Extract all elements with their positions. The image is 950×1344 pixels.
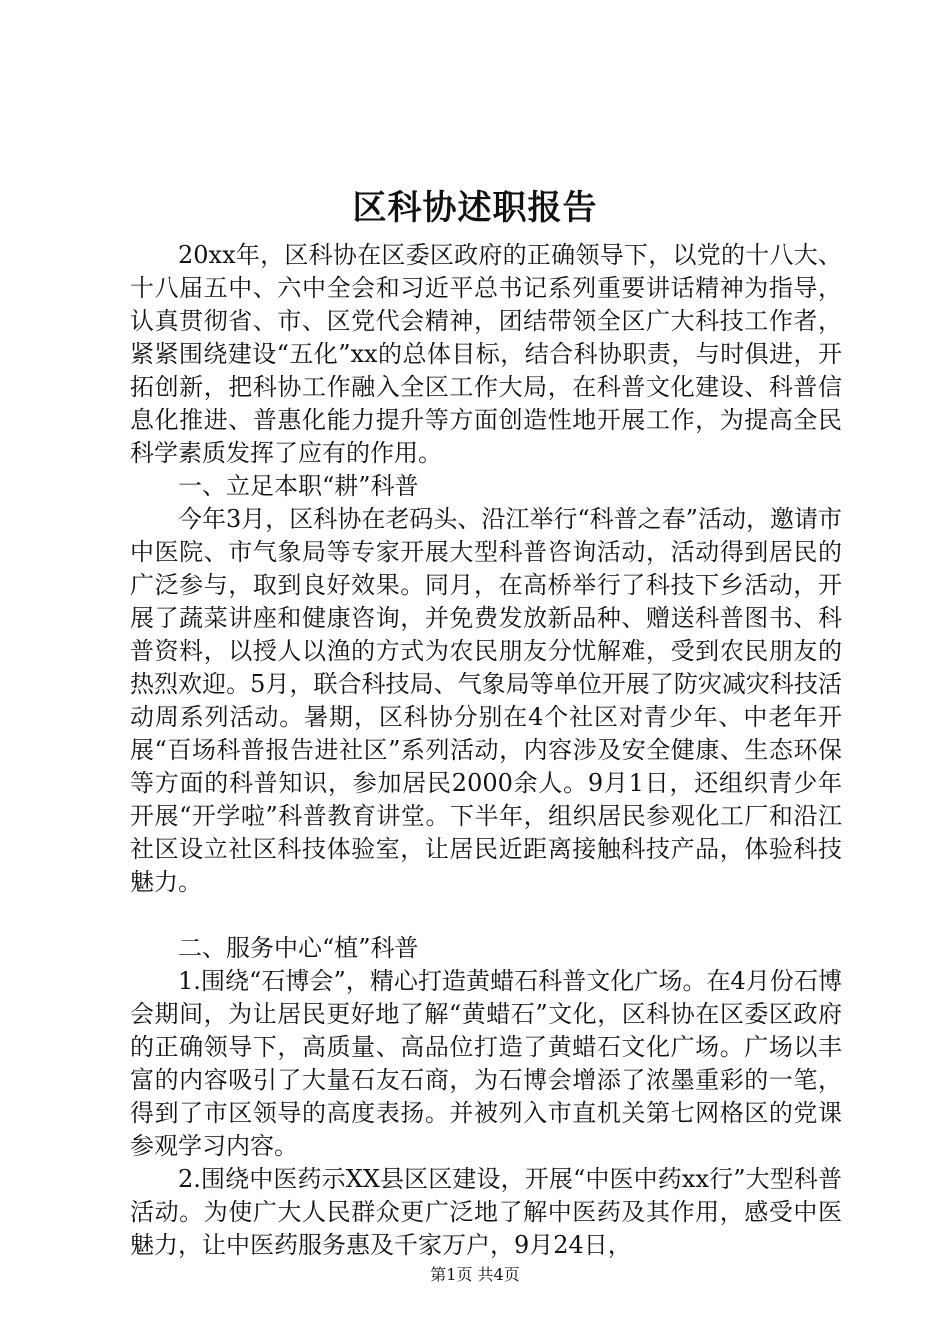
document-title: 区科协述职报告 xyxy=(352,188,598,228)
blank-line xyxy=(130,899,842,932)
page-footer: 第1页 共4页 xyxy=(430,1265,520,1284)
paragraph-intro: 20xx年，区科协在区委区政府的正确领导下，以党的十八大、十八届五中、六中全会和习近平总书记系列重要讲话精神为指导，认真贯彻省、市、区党代会精神，团结带领全区广大科技工作者，紧紧围绕建设“五化”xx的总体目标，结合科协职责，与时俱进，开拓创新，把科协工作融入全区工作大局，在科普文化建设、科普信息化推进、普惠化能力提升等方面创造性地开展工作，为提高全民科学素质发挥了应有的作用。 xyxy=(130,241,842,467)
paragraph-section-1: 今年3月，区科协在老码头、沿江举行“科普之春”活动，邀请市中医院、市气象局等专家开展大型科普咨询活动，活动得到居民的广泛参与，取到良好效果。同月，在高桥举行了科技下乡活动，开展了蔬菜讲座和健康咨询，并免费发放新品种、赠送科普图书、科普资料，以授人以渔的方式为农民朋友分忧解难，受到农民朋友的热烈欢迎。5月，联合科技局、气象局等单位开展了防灾减灾科技活动周系列活动。暑期，区科协分别在4个社区对青少年、中老年开展“百场科普报告进社区”系列活动，内容涉及安全健康、生态环保等方面的科普知识，参加居民2000余人。9月1日，还组织青少年开展“开学啦”科普教育讲堂。下半年，组织居民参观化工厂和沿江社区设立社区科技体验室，让居民近距离接触科技产品，体验科技魅力。 xyxy=(130,505,842,896)
section-heading-1: 一、立足本职“耕”科普 xyxy=(178,472,419,500)
section-heading-2: 二、服务中心“植”科普 xyxy=(178,934,419,962)
paragraph-item-2: 2.围绕中医药示XX县区区建设，开展“中医中药xx行”大型科普活动。为使广大人民群众更广泛地了解中医药及其作用，感受中医魅力，让中医药服务惠及千家万户，9月24日， xyxy=(130,1165,842,1259)
paragraph-item-1: 1.围绕“石博会”，精心打造黄蜡石科普文化广场。在4月份石博会期间，为让居民更好地了解“黄蜡石”文化，区科协在区委区政府的正确领导下，高质量、高品位打造了黄蜡石文化广场。广场以丰富的内容吸引了大量石友石商，为石博会增添了浓墨重彩的一笔，得到了市区领导的高度表扬。并被列入市直机关第七网格区的党课参观学习内容。 xyxy=(130,967,842,1160)
document-body xyxy=(130,239,842,1262)
